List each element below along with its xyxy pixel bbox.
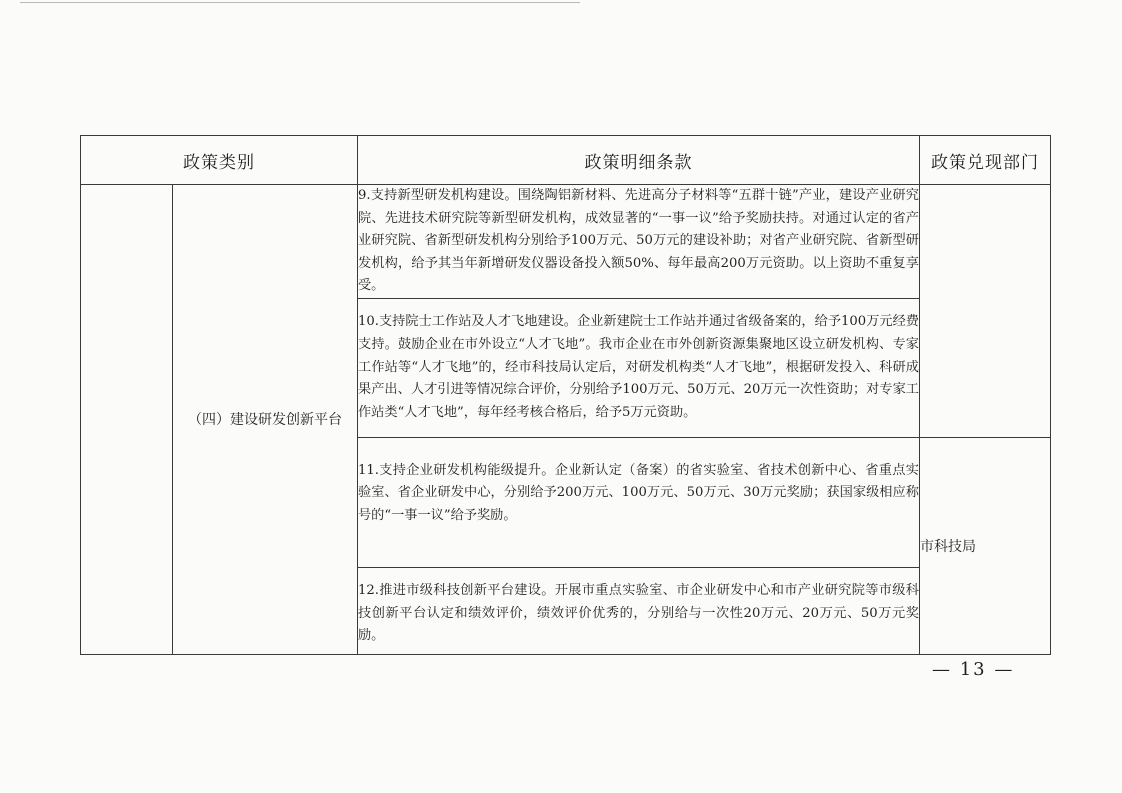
header-department: 政策兑现部门 (920, 136, 1051, 185)
top-rule (20, 2, 580, 3)
header-row (81, 136, 1051, 185)
table-row (81, 185, 1051, 299)
policy-table (80, 135, 1051, 655)
department-blank-cell (920, 185, 1051, 438)
category-blank-cell (81, 185, 173, 655)
policy-item-9 (358, 185, 920, 299)
department-cell: 市科技局 (920, 437, 1051, 654)
policy-item-text: 9.支持新型研发机构建设。围绕陶铝新材料、先进高分子材料等“五群十链”产业，建设产业研究院、先进技术研究院等新型研发机构，成效显著的“一事一议”给予奖励扶持。对通过认定的省产业研究院、省新型研发机构分别给予100万元、50万元的建设补助；对省产业研究院、省新型研发机构，给予其当年新增研发仪器设备投入额50%、每年最高200万元资助。以上资助不重复享受。 (358, 188, 919, 294)
header-details: 政策明细条款 (358, 136, 920, 185)
category-cell: （四）建设研发创新平台 (173, 185, 358, 655)
policy-item-10 (358, 298, 920, 437)
page-number: — 13 — (932, 659, 1015, 680)
policy-item-12 (358, 567, 920, 654)
header-category: 政策类别 (81, 136, 358, 185)
policy-item-text: 11.支持企业研发机构能级提升。企业新认定（备案）的省实验室、省技术创新中心、省重点实验室、省企业研发中心，分别给予200万元、100万元、50万元、30万元奖励；获国家级相应称号的“一事一议”给予奖励。 (358, 462, 919, 523)
policy-item-11 (358, 437, 920, 567)
policy-item-text: 10.支持院士工作站及人才飞地建设。企业新建院士工作站并通过省级备案的，给予100万元经费支持。鼓励企业在市外设立“人才飞地”。我市企业在市外创新资源集聚地区设立研发机构、专家工作站等“人才飞地”的，经市科技局认定后，对研发机构类“人才飞地”，根据研发投入、科研成果产出、人才引进等情况综合评价，分别给予100万元、50万元、20万元一次性资助；对专家工作站类“人才飞地”，每年经考核合格后，给予5万元资助。 (358, 314, 919, 420)
policy-item-text: 12.推进市级科技创新平台建设。开展市重点实验室、市企业研发中心和市产业研究院等市级科技创新平台认定和绩效评价，绩效评价优秀的，分别给与一次性20万元、20万元、50万元奖励。 (358, 583, 919, 644)
